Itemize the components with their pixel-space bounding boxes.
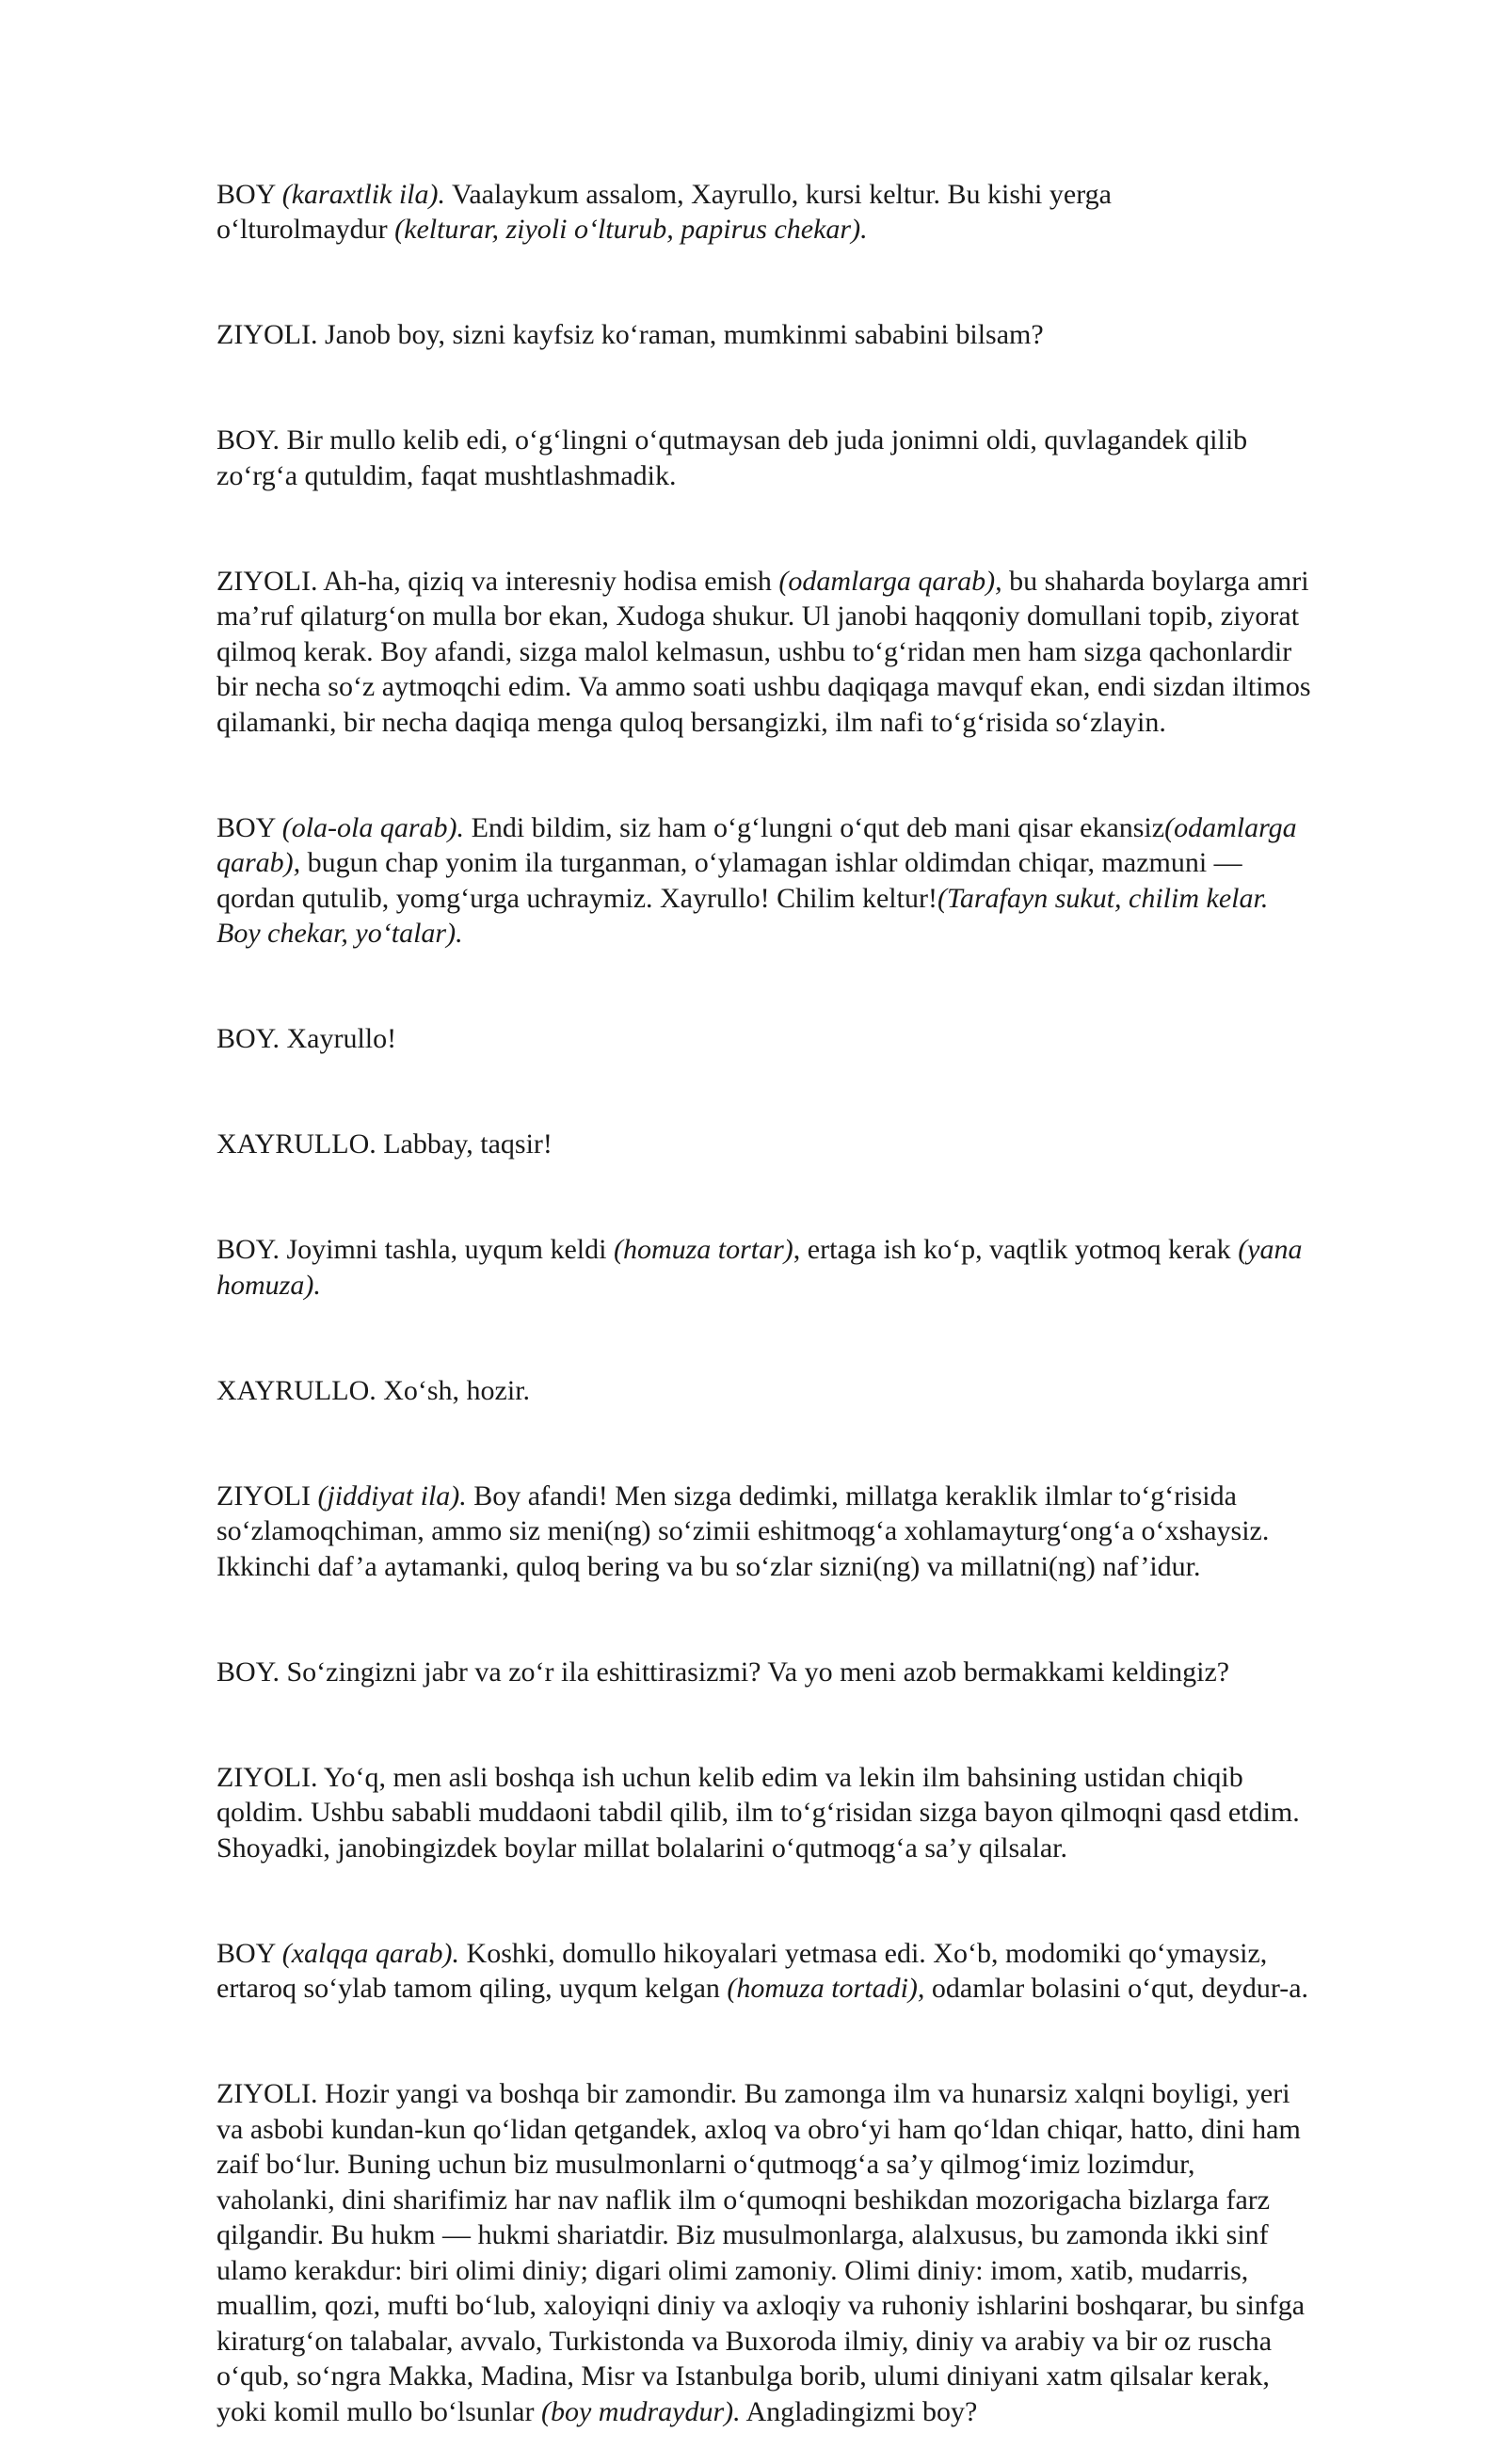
text-run: bugun chap yonim ila turganman, o‘ylamagan ishlar oldimdan chiqar, mazmuni — qordan qutulib, yomg‘urga uchraymiz. Xayrullo! Chilim keltur! xyxy=(216,847,1242,914)
text-run: BOY. Xayrullo! xyxy=(216,1023,397,1054)
text-run: Endi bildim, siz ham o‘g‘lungni o‘qut deb mani qisar ekansiz xyxy=(464,811,1165,843)
text-run: ZIYOLI. Hozir yangi va boshqa bir zamondir. Bu zamonga ilm va hunarsiz xalqni boyligi, yeri va asbobi kundan-kun qo‘lidan qetgandek, axloq va obro‘yi ham qo‘ldan chiqar, hatto, dini ham zaif bo‘lur. Buning uchun biz musulmonlarni o‘qutmoqg‘a sa’y qilmog‘imiz lozimdur, vaholanki, dini sharifimiz har nav naflik ilm o‘qumoqni beshikdan mozorigacha bizlarga farz qilgandir. Bu hukm — hukmi shariatdir. Biz musulmonlarga, alalxusus, bu zamonda ikki sinf ulamo kerakdur: biri olimi diniy; digari olimi zamoniy. Olimi diniy: imom, xatib, mudarris, muallim, qozi, mufti bo‘lub, xaloyiqni diniy va axloqiy va ruhoniy ishlarini boshqarar, bu sinfga kiraturg‘on talabalar, avvalo, Turkistonda va Buxoroda ilmiy, diniy va arabiy va bir oz ruscha o‘qub, so‘ngra Makka, Madina, Misr va Istanbulga borib, ulumi diniyani xatm qilsalar kerak, yoki komil mullo bo‘lsunlar xyxy=(216,2078,1306,2427)
stage-direction: (Tarafayn sukut, chilim kelar. Boy chekar, yo‘talar). xyxy=(216,882,1269,949)
paragraph-13 xyxy=(216,1900,1412,2007)
paragraph-8 xyxy=(216,1197,1412,1304)
stage-direction: (yana homuza). xyxy=(216,1234,1303,1301)
text-run: ZIYOLI. Ah-ha, qiziq va interesniy hodisa emish xyxy=(216,565,779,597)
text-run: Angladingizmi boy? xyxy=(740,2395,978,2427)
text-run: ZIYOLI. Yo‘q, men asli boshqa ish uchun kelib edim va lekin ilm bahsining ustidan chiqib qoldim. Ushbu sababli muddaoni tabdil qilib, ilm to‘g‘risidan sizga bayon qilmoqni qasd etdim. Shoyadki, janobingizdek boylar millat bolalarini o‘qutmoqg‘a sa’y qilsalar. xyxy=(216,1761,1300,1864)
paragraph-4 xyxy=(216,528,1412,740)
paragraph-1 xyxy=(216,141,1412,248)
text-run: bu shaharda boylarga amri ma’ruf qilaturg‘on mulla bor ekan, Xudoga shukur. Ul janobi haqqoniy domullani topib, ziyorat qilmoq kerak. Boy afandi, sizga malol kelmasun, ushbu to‘g‘ridan men ham sizga qachonlardir bir necha so‘z aytmoqchi edim. Va ammo soati ushbu daqiqaga mavquf ekan, endi sizdan iltimos qilamanki, bir necha daqiqa menga quloq bersangizki, ilm nafi to‘g‘risida so‘zlayin. xyxy=(216,565,1311,738)
stage-direction: (xalqqa qarab). xyxy=(281,1937,460,1969)
paragraph-9 xyxy=(216,1337,1412,1408)
paragraph-12 xyxy=(216,1724,1412,1865)
stage-direction: (boy mudraydur). xyxy=(541,2395,741,2427)
text-run: , ertaga ish ko‘p, vaqtlik yotmoq kerak xyxy=(793,1234,1239,1265)
paragraph-2 xyxy=(216,282,1412,353)
text-run: BOY. Joyimni tashla, uyqum keldi xyxy=(216,1234,614,1265)
text-run: XAYRULLO. Labbay, taqsir! xyxy=(216,1128,553,1160)
paragraph-14 xyxy=(216,2041,1412,2430)
stage-direction: (jiddiyat ila). xyxy=(317,1480,467,1512)
stage-direction: (homuza tortadi), xyxy=(727,1973,925,2004)
text-run: XAYRULLO. Xo‘sh, hozir. xyxy=(216,1374,531,1406)
text-run: Boy afandi! Men sizga dedimki, millatga keraklik ilmlar to‘g‘risida so‘zlamoqchiman, ammo siz meni(ng) so‘zimii eshitmoqg‘a xohlamayturg‘ong‘a o‘xshaysiz. Ikkinchi daf’a aytamanki, quloq bering va bu so‘zlar sizni(ng) va millatni(ng) naf’idur. xyxy=(216,1480,1270,1582)
text-run: ZIYOLI. Janob boy, sizni kayfsiz ko‘raman, mumkinmi sababini bilsam? xyxy=(216,319,1044,350)
paragraph-5 xyxy=(216,775,1412,952)
stage-direction: (homuza tortar) xyxy=(613,1234,793,1265)
stage-direction: (ola-ola qarab). xyxy=(281,811,465,843)
paragraph-7 xyxy=(216,1092,1412,1162)
text-run: BOY. Bir mullo kelib edi, o‘g‘lingni o‘qutmaysan deb juda jonimni oldi, quvlagandek qilib zo‘rg‘a qutuldim, faqat mushtlashmadik. xyxy=(216,424,1248,491)
text-run: odamlar bolasini o‘qut, deydur-a. xyxy=(924,1973,1309,2004)
text-run: Vaalaykum assalom, Xayrullo, kursi keltur. Bu kishi yerga o‘lturolmaydur xyxy=(216,178,1112,245)
stage-direction: (karaxtlik ila). xyxy=(281,178,446,210)
stage-direction: (odamlarga qarab), xyxy=(216,811,1297,878)
text-run: Koshki, domullo hikoyalari yetmasa edi. Xo‘b, modomiki qo‘ymaysiz, ertaroq so‘ylab tamom qiling, uyqum kelgan xyxy=(216,1937,1268,2004)
paragraph-6 xyxy=(216,986,1412,1057)
paragraph-11 xyxy=(216,1619,1412,1689)
stage-direction: (odamlarga qarab), xyxy=(778,565,1002,597)
paragraph-10 xyxy=(216,1443,1412,1584)
text-run: BOY xyxy=(216,1937,282,1969)
text-run: BOY xyxy=(216,811,282,843)
document-page xyxy=(216,141,1412,2464)
text-run: ZIYOLI xyxy=(216,1480,318,1512)
paragraph-3 xyxy=(216,388,1412,494)
stage-direction: (kelturar, ziyoli o‘lturub, papirus chekar). xyxy=(394,214,868,245)
text-run: BOY xyxy=(216,178,282,210)
text-run: BOY. So‘zingizni jabr va zo‘r ila eshittirasizmi? Va yo meni azob bermakkami keldingiz? xyxy=(216,1656,1230,1688)
